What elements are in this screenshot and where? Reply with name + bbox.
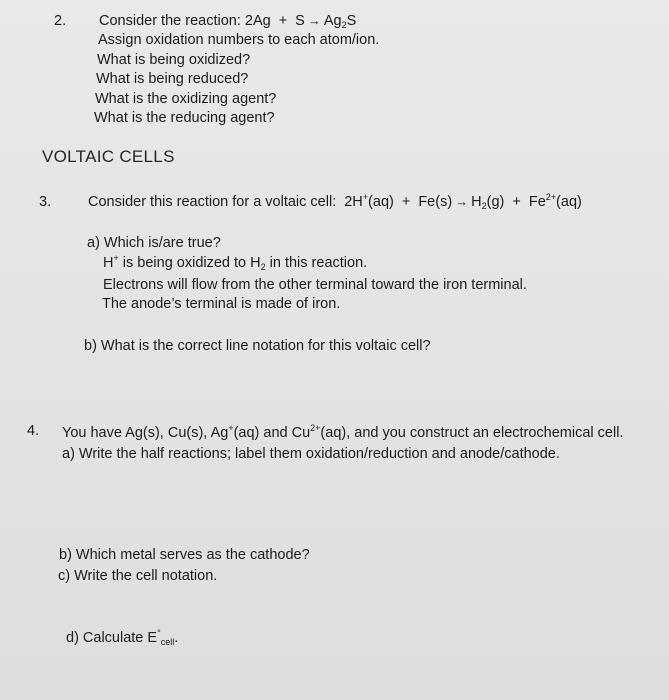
q3-eq-h2-sub: 2 <box>481 201 487 211</box>
q2-plus: + <box>278 13 288 29</box>
q3-part-b: b) What is the correct line notation for this voltaic cell? <box>84 338 431 354</box>
q3-eq-h2-state: (g) <box>486 194 505 210</box>
q2-line-reducing-agent: What is the reducing agent? <box>94 110 275 126</box>
q4-intro-3: (aq), and you construct an electrochemical cell. <box>320 425 624 441</box>
q3-opt1-end: in this reaction. <box>265 255 368 271</box>
q4-part-b: b) Which metal serves as the cathode? <box>59 547 310 563</box>
q3-eq-plus2: + <box>512 194 521 210</box>
q2-product-sub: 2 <box>341 20 347 30</box>
q2-reaction-prefix: Consider the reaction: 2Ag <box>99 13 271 29</box>
q3-part-a-option-2: Electrons will flow from the other terminal toward the iron terminal. <box>103 277 527 293</box>
q3-eq-fe2-charge: 2+ <box>545 192 557 202</box>
q4-part-d-degree: ° <box>157 628 161 638</box>
q3-opt1-mid: is being oxidized to H <box>118 255 261 271</box>
q3-eq-arrow: → <box>455 194 469 209</box>
q2-arrow: → <box>307 13 321 28</box>
q4-part-a: a) Write the half reactions; label them oxidation/reduction and anode/cathode. <box>62 446 560 462</box>
q3-eq-fe: Fe(s) <box>418 194 453 210</box>
q4-part-d-end: . <box>174 630 179 646</box>
q3-eq-plus1: + <box>401 194 411 210</box>
q3-eq-fe2-state: (aq) <box>556 194 582 210</box>
q2-line-oxidized: What is being oxidized? <box>97 52 251 68</box>
q4-part-d-label: d) Calculate E <box>66 630 158 646</box>
q3-part-a-option-3: The anode’s terminal is made of iron. <box>102 296 341 312</box>
q4-intro-sup2: 2+ <box>310 423 321 433</box>
q3-part-a-option-1 <box>103 254 367 272</box>
q4-intro-sup1: + <box>228 423 234 433</box>
q4-number: 4. <box>27 423 40 439</box>
q2-reactant-s: S <box>295 13 305 29</box>
q3-eq-coef: 2H <box>344 194 363 210</box>
q2-reaction-line <box>99 12 356 30</box>
q3-eq-h-charge: + <box>362 192 369 202</box>
q3-prompt-line <box>88 193 582 211</box>
q2-product-s: S <box>346 13 357 29</box>
q2-line-reduced: What is being reduced? <box>96 71 249 87</box>
q3-eq-fe2: Fe <box>528 194 546 210</box>
q2-line-assign: Assign oxidation numbers to each atom/ion. <box>98 32 380 48</box>
q3-opt1-charge: + <box>113 253 119 263</box>
q2-product-ag: Ag <box>323 13 342 29</box>
q4-part-d <box>66 629 178 647</box>
q4-intro-1: You have Ag(s), Cu(s), Ag <box>62 425 229 441</box>
q3-part-a-label: a) Which is/are true? <box>87 235 221 251</box>
q3-eq-h2: H <box>471 194 482 210</box>
q3-number: 3. <box>39 194 52 210</box>
q2-number: 2. <box>54 13 67 29</box>
q4-intro-2: (aq) and Cu <box>233 425 311 441</box>
q4-part-d-sub: cell <box>160 637 175 647</box>
q2-line-oxidizing-agent: What is the oxidizing agent? <box>95 91 277 107</box>
section-heading: VOLTAIC CELLS <box>42 147 175 166</box>
q3-eq-h-state: (aq) <box>368 194 394 210</box>
q3-opt1-sub: 2 <box>260 262 266 272</box>
q3-prompt: Consider this reaction for a voltaic cell: <box>88 194 337 210</box>
q4-intro <box>62 424 623 442</box>
q4-part-c: c) Write the cell notation. <box>58 568 218 584</box>
q3-opt1-h: H <box>103 255 114 271</box>
